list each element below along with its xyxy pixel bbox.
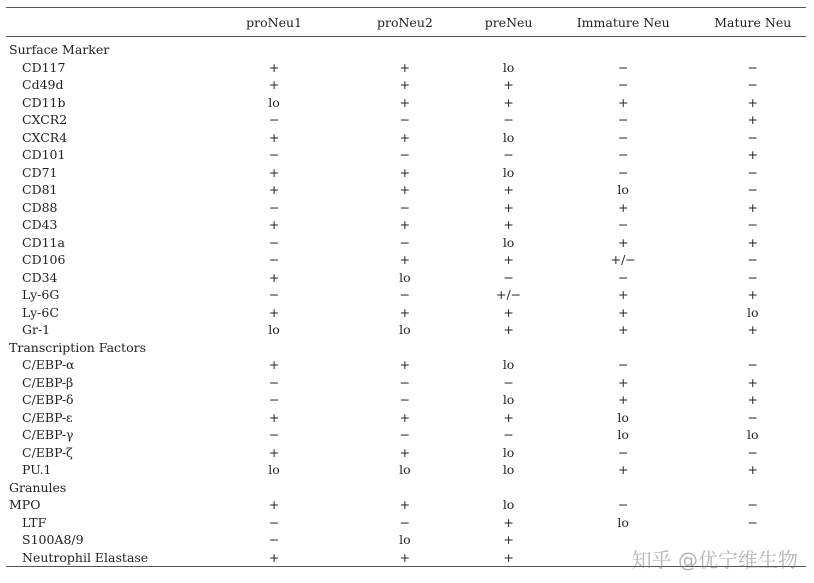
marker-name: LTF	[22, 514, 47, 530]
table-row	[6, 181, 806, 199]
expression-cell: +	[503, 322, 514, 338]
expression-cell: +	[268, 182, 280, 198]
expression-cell: +	[399, 549, 411, 565]
marker-name: Ly-6C	[22, 304, 59, 320]
marker-name: C/EBP-δ	[22, 392, 74, 408]
header-immature-neu: Immature Neu	[576, 14, 670, 30]
expression-cell: −	[503, 374, 514, 390]
expression-cell: −	[268, 234, 280, 250]
expression-cell: +	[747, 112, 758, 128]
expression-cell: +	[399, 77, 411, 93]
marker-name: CD101	[22, 147, 66, 163]
expression-cell: +	[268, 269, 280, 285]
expression-cell: −	[747, 129, 758, 145]
table-row	[6, 426, 806, 444]
expression-cell: +	[399, 94, 411, 110]
table-row	[6, 304, 806, 322]
expression-cell: lo	[617, 409, 629, 425]
expression-cell: −	[268, 392, 280, 408]
expression-cell: −	[617, 217, 629, 233]
expression-cell	[700, 531, 806, 549]
expression-cell: +	[399, 304, 411, 320]
expression-cell: +	[399, 164, 411, 180]
expression-cell: +	[617, 287, 629, 303]
header-preneu: preNeu	[484, 14, 533, 30]
expression-cell: +	[747, 234, 758, 250]
table-row	[6, 59, 806, 77]
marker-name: S100A8/9	[22, 532, 84, 548]
marker-name: CXCR4	[22, 129, 68, 145]
marker-name: CXCR2	[22, 112, 68, 128]
expression-cell: −	[747, 164, 758, 180]
expression-cell: +	[399, 182, 411, 198]
expression-cell: −	[747, 252, 758, 268]
section-title: Transcription Factors	[9, 339, 146, 355]
table-body	[6, 37, 806, 567]
marker-name: CD88	[22, 199, 58, 215]
expression-cell: +	[617, 462, 629, 478]
table-row	[6, 409, 806, 427]
marker-name: C/EBP-α	[22, 357, 75, 373]
expression-cell: −	[747, 514, 758, 530]
marker-name: Cd49d	[22, 77, 64, 93]
expression-cell: −	[747, 59, 758, 75]
expression-cell: +	[747, 374, 758, 390]
expression-cell: +	[747, 147, 758, 163]
marker-name: C/EBP-γ	[22, 427, 74, 443]
expression-cell: +/−	[496, 287, 522, 303]
expression-cell: +	[399, 357, 411, 373]
expression-cell: +	[503, 514, 514, 530]
expression-cell: −	[399, 147, 411, 163]
expression-cell: −	[503, 427, 514, 443]
table-row	[6, 286, 806, 304]
table-row	[6, 234, 806, 252]
expression-cell: −	[617, 357, 629, 373]
expression-cell: +	[399, 217, 411, 233]
table-row	[6, 496, 806, 514]
marker-name: CD34	[22, 269, 58, 285]
expression-cell: +	[747, 94, 758, 110]
table-row	[6, 199, 806, 217]
expression-cell: +	[503, 549, 514, 565]
expression-cell: lo	[747, 427, 759, 443]
section-row	[6, 37, 806, 59]
expression-cell: −	[268, 147, 280, 163]
header-mature-neu: Mature Neu	[714, 14, 792, 30]
expression-cell: +	[617, 94, 629, 110]
expression-cell: lo	[502, 497, 515, 513]
expression-cell: −	[399, 234, 411, 250]
marker-name: CD11b	[22, 94, 66, 110]
marker-expression-table	[6, 7, 806, 567]
expression-cell: +	[503, 77, 514, 93]
expression-cell: lo	[502, 164, 515, 180]
expression-cell: −	[268, 427, 280, 443]
table-row	[6, 356, 806, 374]
expression-cell: lo	[502, 129, 515, 145]
expression-cell: +	[617, 322, 629, 338]
table-row	[6, 146, 806, 164]
table-row	[6, 514, 806, 532]
expression-cell: +	[268, 304, 280, 320]
expression-cell: −	[503, 269, 514, 285]
expression-cell: lo	[617, 514, 629, 530]
expression-cell: lo	[502, 357, 515, 373]
expression-cell: −	[399, 199, 411, 215]
expression-cell: +	[268, 549, 280, 565]
expression-cell: −	[747, 357, 758, 373]
expression-cell: lo	[399, 269, 411, 285]
expression-cell: −	[617, 129, 629, 145]
expression-cell: lo	[617, 427, 629, 443]
expression-cell: −	[617, 147, 629, 163]
expression-cell: +	[268, 77, 280, 93]
expression-cell: +	[503, 532, 514, 548]
header-stage-cell	[6, 8, 209, 37]
expression-cell: −	[617, 59, 629, 75]
section-row	[6, 479, 806, 497]
expression-cell: lo	[399, 322, 411, 338]
marker-name: Gr-1	[22, 322, 51, 338]
expression-cell	[700, 549, 806, 567]
expression-cell: lo	[399, 532, 411, 548]
marker-name: MPO	[9, 497, 41, 513]
expression-cell: +	[617, 392, 629, 408]
expression-cell: −	[617, 497, 629, 513]
expression-cell: lo	[399, 462, 411, 478]
expression-cell: lo	[502, 444, 515, 460]
expression-cell: −	[617, 444, 629, 460]
expression-cell: +	[747, 287, 758, 303]
expression-cell: +/−	[610, 252, 636, 268]
expression-cell: −	[503, 147, 514, 163]
expression-cell: lo	[747, 304, 759, 320]
table-row	[6, 76, 806, 94]
marker-name: C/EBP-ε	[22, 409, 73, 425]
table-row	[6, 269, 806, 287]
section-title: Granules	[9, 479, 67, 495]
expression-cell: +	[503, 409, 514, 425]
expression-cell: +	[503, 182, 514, 198]
expression-cell: −	[503, 112, 514, 128]
expression-cell: −	[747, 409, 758, 425]
expression-cell: +	[503, 217, 514, 233]
expression-cell: +	[747, 199, 758, 215]
expression-cell: −	[268, 532, 280, 548]
expression-cell: lo	[268, 322, 280, 338]
table-row	[6, 461, 806, 479]
expression-cell: lo	[502, 392, 515, 408]
expression-cell: +	[399, 497, 411, 513]
expression-cell: −	[747, 77, 758, 93]
expression-cell: −	[399, 427, 411, 443]
watermark: 知乎 @优宁维生物	[631, 548, 798, 572]
expression-cell: +	[747, 462, 758, 478]
marker-name: C/EBP-ζ	[22, 444, 73, 460]
expression-cell: lo	[502, 234, 515, 250]
header-proneu2: proNeu2	[376, 14, 433, 30]
section-row	[6, 339, 806, 357]
expression-cell: +	[399, 129, 411, 145]
marker-name: CD11a	[22, 234, 65, 250]
expression-cell: +	[399, 252, 411, 268]
expression-cell: −	[268, 199, 280, 215]
header-proneu1: proNeu1	[246, 14, 302, 30]
expression-cell: +	[268, 59, 280, 75]
table-row	[6, 531, 806, 549]
expression-cell: −	[747, 182, 758, 198]
expression-cell: +	[399, 409, 411, 425]
marker-name: Neutrophil Elastase	[22, 549, 149, 565]
expression-cell: +	[268, 129, 280, 145]
expression-cell: −	[399, 112, 411, 128]
marker-name: CD43	[22, 217, 58, 233]
table-row	[6, 129, 806, 147]
expression-cell: −	[617, 77, 629, 93]
expression-cell: −	[268, 112, 280, 128]
expression-cell: +	[617, 199, 629, 215]
table-row	[6, 216, 806, 234]
table-row	[6, 391, 806, 409]
marker-name: C/EBP-β	[22, 374, 74, 390]
expression-cell: −	[747, 217, 758, 233]
expression-cell: +	[617, 234, 629, 250]
expression-cell: +	[617, 374, 629, 390]
table-row	[6, 164, 806, 182]
expression-cell: +	[268, 217, 280, 233]
expression-cell: +	[503, 94, 514, 110]
expression-cell: −	[268, 374, 280, 390]
expression-cell: +	[503, 252, 514, 268]
expression-cell: −	[747, 269, 758, 285]
expression-cell: +	[617, 304, 629, 320]
expression-cell: +	[399, 59, 411, 75]
marker-name: CD81	[22, 182, 58, 198]
expression-cell: +	[268, 444, 280, 460]
expression-cell: +	[268, 164, 280, 180]
marker-name: PU.1	[22, 462, 52, 478]
table-header	[6, 8, 806, 37]
table-row	[6, 94, 806, 112]
expression-cell: −	[747, 444, 758, 460]
expression-cell: −	[268, 514, 280, 530]
expression-cell: −	[399, 514, 411, 530]
expression-cell: −	[268, 287, 280, 303]
expression-cell: −	[399, 374, 411, 390]
marker-name: CD117	[22, 59, 66, 75]
expression-cell	[547, 531, 700, 549]
expression-cell: +	[399, 444, 411, 460]
expression-cell: −	[399, 392, 411, 408]
expression-cell	[547, 549, 700, 567]
expression-cell: lo	[502, 462, 515, 478]
expression-cell: −	[617, 269, 629, 285]
table-row	[6, 321, 806, 339]
table-row	[6, 251, 806, 269]
expression-cell: −	[747, 497, 758, 513]
expression-cell: −	[399, 287, 411, 303]
header-row	[6, 8, 806, 37]
table-row	[6, 444, 806, 462]
table-row	[6, 111, 806, 129]
expression-cell: lo	[502, 59, 515, 75]
expression-cell: +	[268, 497, 280, 513]
marker-name: CD106	[22, 252, 66, 268]
expression-cell: +	[503, 304, 514, 320]
expression-cell: +	[747, 322, 758, 338]
expression-cell: +	[747, 392, 758, 408]
table-row	[6, 549, 806, 567]
expression-cell: −	[268, 252, 280, 268]
marker-name: Ly-6G	[22, 287, 60, 303]
expression-cell: +	[503, 199, 514, 215]
table-row	[6, 374, 806, 392]
expression-cell: +	[268, 409, 280, 425]
expression-cell: +	[268, 357, 280, 373]
expression-cell: lo	[268, 462, 280, 478]
marker-name: CD71	[22, 164, 58, 180]
expression-cell: −	[617, 112, 629, 128]
expression-cell: lo	[617, 182, 629, 198]
expression-cell: −	[617, 164, 629, 180]
expression-cell: lo	[268, 94, 280, 110]
section-title: Surface Marker	[9, 42, 110, 58]
